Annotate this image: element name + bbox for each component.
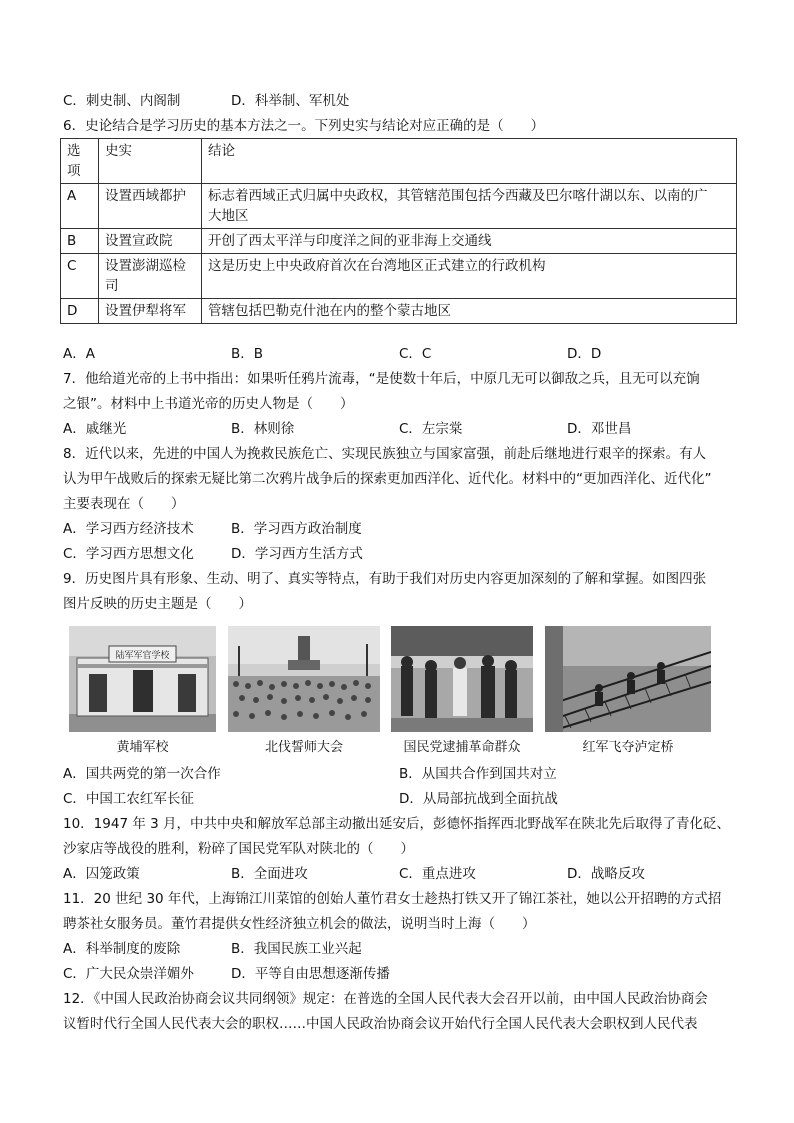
table-cell-option: A	[61, 184, 99, 229]
photo-northern-expedition-rally	[228, 626, 380, 732]
q12-stem-line1: 12．《中国人民政治协商会议共同纲领》规定：在普选的全国人民代表大会召开以前，由中国人民政治协商会	[63, 991, 708, 1007]
q10-stem-line2: 沙家店等战役的胜利，粉碎了国民党军队对陕北的（ ）	[63, 841, 414, 857]
table-cell-fact: 设置西域都护	[99, 184, 202, 229]
photo-kmt-arrests	[391, 626, 533, 732]
table-cell-option: B	[61, 229, 99, 254]
q6-table	[60, 138, 737, 324]
q7-option-c: C．左宗棠	[399, 421, 463, 437]
q7-option-a: A．戚继光	[63, 421, 127, 437]
q9-option-d: D．从局部抗战到全面抗战	[399, 791, 558, 807]
q7-option-b: B．林则徐	[231, 421, 295, 437]
q11-option-c: C．广大民众崇洋媚外	[63, 966, 194, 982]
table-row	[61, 184, 737, 229]
q8-option-b: B．学习西方政治制度	[231, 521, 362, 537]
table-header-fact: 史实	[99, 139, 202, 184]
q5-option-c: C．刺史制、内阁制	[63, 93, 181, 109]
q10-option-c: C．重点进攻	[399, 866, 476, 882]
table-cell-conclusion: 标志着西域正式归属中央政权，其管辖范围包括今西藏及巴尔喀什湖以东、以南的广 大地区	[202, 184, 737, 229]
q8-stem-line2: 认为甲午战败后的探索无疑比第二次鸦片战争后的探索更加西洋化、近代化。材料中的“更加西洋化、近代化”	[63, 471, 712, 487]
q7-stem-line1: 7．他给道光帝的上书中指出：如果听任鸦片流毒，“是使数十年后，中原几无可以御敌之兵，且无可以充饷	[63, 371, 700, 387]
academy-sign-text: 陆军军官学校	[115, 651, 170, 661]
q8-stem-line1: 8．近代以来，先进的中国人为挽救民族危亡、实现民族独立与国家富强，前赴后继地进行艰辛的探索。有人	[63, 446, 707, 462]
photo-whampoa-academy	[69, 626, 216, 732]
table-header-option: 选 项	[61, 139, 99, 184]
q7-option-d: D．邓世昌	[567, 421, 632, 437]
caption-photo-2: 北伐誓师大会	[264, 740, 343, 755]
table-row	[61, 229, 737, 254]
table-cell-conclusion: 开创了西太平洋与印度洋之间的亚非海上交通线	[202, 229, 737, 254]
q11-option-d: D．平等自由思想逐渐传播	[231, 966, 390, 982]
q10-stem-line1: 10．1947 年 3 月，中共中央和解放军总部主动撤出延安后，彭德怀指挥西北野战军在陕北先后取得了青化砭、	[63, 816, 730, 832]
q10-option-d: D．战略反攻	[567, 866, 645, 882]
table-cell-fact: 设置宣政院	[99, 229, 202, 254]
q9-option-a: A．国共两党的第一次合作	[63, 766, 221, 782]
q8-option-a: A．学习西方经济技术	[63, 521, 194, 537]
q8-stem-line3: 主要表现在（ ）	[63, 496, 185, 512]
photo-luding-bridge	[545, 626, 711, 732]
table-row	[61, 139, 737, 184]
q7-stem-line2: 之银”。材料中上书道光帝的历史人物是（ ）	[63, 396, 354, 412]
q8-option-d: D．学习西方生活方式	[231, 546, 363, 562]
q9-stem-line2: 图片反映的历史主题是（ ）	[63, 596, 252, 612]
q10-option-a: A．囚笼政策	[63, 866, 140, 882]
q9-option-b: B．从国共合作到国共对立	[399, 766, 557, 782]
q5-option-d: D．科举制、军机处	[231, 93, 350, 109]
q12-stem-line2: 议暂时代行全国人民代表大会的职权……中国人民政治协商会议开始代行全国人民代表大会职权到人民代表	[63, 1016, 698, 1032]
table-header-conclusion: 结论	[202, 139, 737, 184]
table-cell-fact: 设置伊犁将军	[99, 299, 202, 324]
q11-option-a: A．科举制度的废除	[63, 941, 181, 957]
caption-photo-4: 红军飞夺泸定桥	[582, 740, 674, 755]
q6-stem: 6．史论结合是学习历史的基本方法之一。下列史实与结论对应正确的是（ ）	[63, 118, 545, 134]
q6-option-a: A．A	[63, 346, 95, 362]
table-cell-fact: 设置澎湖巡检 司	[99, 254, 202, 299]
q6-option-d: D．D	[567, 346, 602, 362]
q6-option-c: C．C	[399, 346, 432, 362]
q9-stem-line1: 9．历史图片具有形象、生动、明了、真实等特点，有助于我们对历史内容更加深刻的了解和掌握。如图四张	[63, 571, 707, 587]
q11-stem-line2: 聘茶社女服务员。董竹君提供女性经济独立机会的做法，说明当时上海（ ）	[63, 916, 536, 932]
table-row	[61, 299, 737, 324]
table-cell-conclusion: 管辖包括巴勒克什池在内的整个蒙古地区	[202, 299, 737, 324]
q6-option-b: B．B	[231, 346, 264, 362]
table-row	[61, 254, 737, 299]
table-cell-conclusion: 这是历史上中央政府首次在台湾地区正式建立的行政机构	[202, 254, 737, 299]
q11-stem-line1: 11．20 世纪 30 年代，上海锦江川菜馆的创始人董竹君女士趁热打铁又开了锦江茶社，她以公开招聘的方式招	[63, 891, 722, 907]
caption-photo-3: 国民党逮捕革命群众	[403, 740, 521, 755]
table-cell-option: D	[61, 299, 99, 324]
q8-option-c: C．学习西方思想文化	[63, 546, 194, 562]
caption-photo-1: 黄埔军校	[116, 740, 169, 755]
q11-option-b: B．我国民族工业兴起	[231, 941, 362, 957]
q10-option-b: B．全面进攻	[231, 866, 308, 882]
q9-option-c: C．中国工农红军长征	[63, 791, 194, 807]
table-cell-option: C	[61, 254, 99, 299]
